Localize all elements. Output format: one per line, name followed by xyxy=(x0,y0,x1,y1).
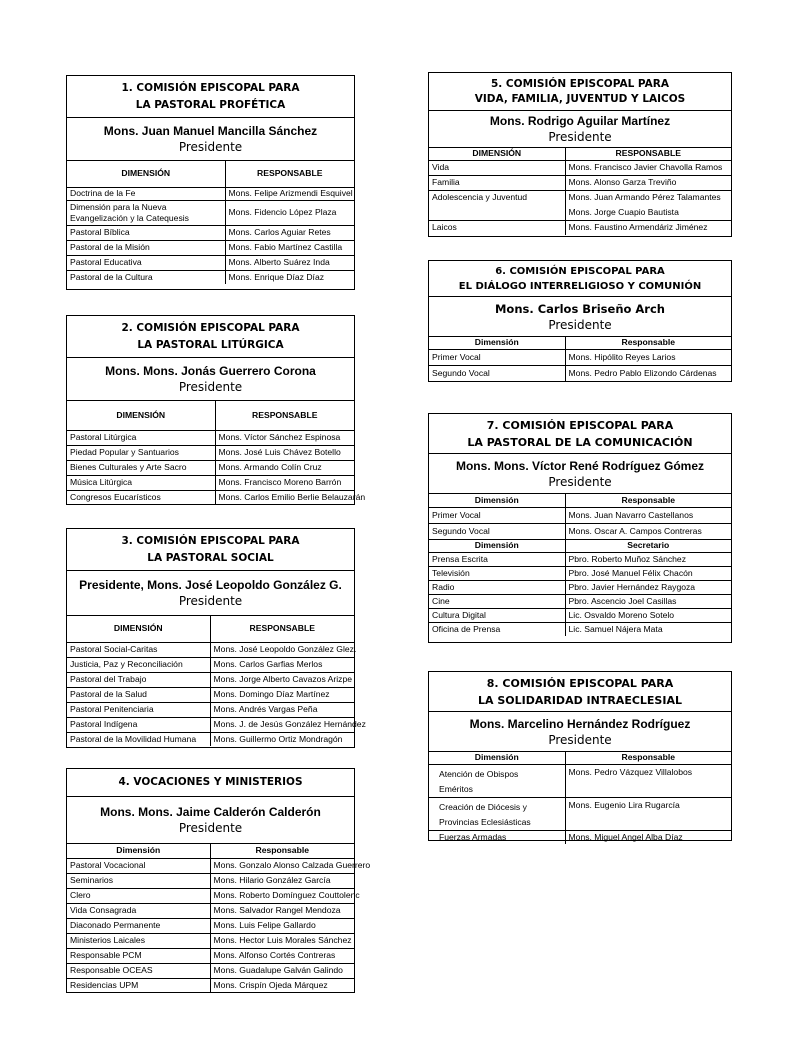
responsible-cell: Mons. Fidencio López Plaza xyxy=(225,200,354,225)
commission-title xyxy=(67,76,354,118)
president-role: Presidente xyxy=(178,821,243,835)
column-header-responsible: RESPONSABLE xyxy=(225,161,354,187)
commission-title-line2: LA PASTORAL PROFÉTICA xyxy=(135,98,286,111)
dimension-cell: Responsable OCEAS xyxy=(67,963,210,978)
dimension-cell: Diaconado Permanente xyxy=(67,918,210,933)
responsible-cell: Mons. Andrés Vargas Peña xyxy=(210,702,354,717)
commission-1-box xyxy=(66,75,355,290)
president-block xyxy=(429,712,731,752)
commission-title-line1: 2. COMISIÓN EPISCOPAL PARA xyxy=(121,321,300,334)
responsible-cell: Mons. Fabio Martínez Castilla xyxy=(225,240,354,255)
table-row xyxy=(67,918,354,933)
dimension-table xyxy=(67,844,371,992)
commission-title-line2: LA SOLIDARIDAD INTRAECLESIAL xyxy=(478,693,682,707)
dimension-cell: Música Litúrgica xyxy=(67,475,215,490)
dimension-cell: Pastoral Social-Caritas xyxy=(67,642,210,657)
table-row xyxy=(67,858,354,873)
dimension-cell: Atención de Obispos Eméritos xyxy=(429,764,565,797)
president-name: Mons. Juan Manuel Mancilla Sánchez xyxy=(103,124,318,138)
responsible-cell: Mons. Pedro Vázquez Villalobos xyxy=(565,764,731,797)
dimension-cell: Dimensión para la Nueva Evangelización y la Catequesis xyxy=(67,200,225,225)
table-row xyxy=(429,622,731,636)
table-row xyxy=(67,933,354,948)
dimension-table xyxy=(67,616,366,746)
commission-title-line1: 1. COMISIÓN EPISCOPAL PARA xyxy=(121,81,300,94)
dimension-cell: Piedad Popular y Santuarios xyxy=(67,445,215,460)
dimension-cell: Congresos Eucarísticos xyxy=(67,490,215,504)
column-header-responsible: RESPONSABLE xyxy=(210,616,354,642)
dimension-cell: Primer Vocal xyxy=(429,349,565,365)
commission-title-line1: 4. VOCACIONES Y MINISTERIOS xyxy=(118,776,303,788)
table-row xyxy=(429,160,731,175)
commission-title-line1: 5. COMISIÓN EPISCOPAL PARA xyxy=(490,77,670,90)
dimension-cell: Oficina de Prensa xyxy=(429,622,565,636)
table-row xyxy=(67,270,354,284)
commission-title xyxy=(429,261,731,297)
commission-title xyxy=(429,414,731,454)
table-row xyxy=(67,873,354,888)
responsible-cell: Mons. Alonso Garza Treviño xyxy=(565,175,731,190)
commission-7-box xyxy=(428,413,732,643)
secretary-cell: Pbro. Ascencio Joel Casillas xyxy=(565,594,731,608)
table-row xyxy=(429,594,731,608)
secretary-cell: Lic. Osvaldo Moreno Sotelo xyxy=(565,608,731,622)
dimension-cell: Radio xyxy=(429,580,565,594)
table-row xyxy=(67,255,354,270)
dimension-cell: Vida Consagrada xyxy=(67,903,210,918)
president-role: Presidente xyxy=(548,732,612,747)
column-header-dimension: Dimensión xyxy=(429,752,565,764)
commission-title-line1: 8. COMISIÓN EPISCOPAL PARA xyxy=(486,676,674,690)
responsible-cell: Mons. Juan Armando Pérez Talamantes xyxy=(565,190,731,205)
responsible-cell: Mons. Miguel Angel Alba Díaz xyxy=(565,830,731,844)
column-header-responsible: Responsable xyxy=(210,844,354,858)
dimension-cell: Pastoral de la Misión xyxy=(67,240,225,255)
column-header-secretary: Secretario xyxy=(565,539,731,552)
commission-title-line1: 6. COMISIÓN EPISCOPAL PARA xyxy=(495,265,665,277)
dimension-cell: Primer Vocal xyxy=(429,507,565,523)
commission-title xyxy=(429,73,731,111)
responsible-cell: Mons. José Leopoldo González Glez. xyxy=(210,642,354,657)
table-row xyxy=(429,797,731,830)
table-row xyxy=(429,523,731,539)
president-name: Mons. Marcelino Hernández Rodríguez xyxy=(469,716,691,731)
commission-title xyxy=(67,316,354,358)
responsible-cell: Mons. Crispín Ojeda Márquez xyxy=(210,978,354,992)
table-row xyxy=(67,903,354,918)
secretary-cell: Lic. Samuel Nájera Mata xyxy=(565,622,731,636)
table-row xyxy=(67,948,354,963)
dimension-cell: Segundo Vocal xyxy=(429,523,565,539)
column-header-responsible: Responsable xyxy=(565,337,731,349)
table-row xyxy=(67,687,354,702)
responsible-cell: Mons. Francisco Moreno Barrón xyxy=(215,475,354,490)
dimension-cell: Responsable PCM xyxy=(67,948,210,963)
responsible-cell: Mons. Jorge Cuapio Bautista xyxy=(565,205,731,220)
responsible-cell: Mons. Hector Luis Morales Sánchez xyxy=(210,933,354,948)
responsible-cell: Mons. Guadalupe Galván Galindo xyxy=(210,963,354,978)
dimension-cell: Pastoral de la Movilidad Humana xyxy=(67,732,210,746)
column-header-dimension: DIMENSIÓN xyxy=(67,401,215,430)
commission-title xyxy=(67,769,354,797)
table-row xyxy=(67,732,354,746)
table-row xyxy=(429,580,731,594)
dimension-cell: Familia xyxy=(429,175,565,190)
table-row xyxy=(429,220,731,235)
commission-5-box xyxy=(428,72,732,237)
dimension-cell xyxy=(429,205,565,220)
dimension-table xyxy=(429,494,731,636)
commission-8-box xyxy=(428,671,732,841)
responsible-cell: Mons. Juan Navarro Castellanos xyxy=(565,507,731,523)
dimension-cell: Pastoral Penitenciaria xyxy=(67,702,210,717)
table-row xyxy=(429,507,731,523)
dimension-cell: Laicos xyxy=(429,220,565,235)
dimension-table xyxy=(67,161,354,284)
table-row xyxy=(67,642,354,657)
commission-title-line1: 7. COMISIÓN EPISCOPAL PARA xyxy=(486,418,674,432)
dimension-cell: Pastoral Indígena xyxy=(67,717,210,732)
dimension-cell: Prensa Escrita xyxy=(429,552,565,566)
dimension-cell: Adolescencia y Juventud xyxy=(429,190,565,205)
dimension-cell: Vida xyxy=(429,160,565,175)
president-block xyxy=(67,797,354,844)
dimension-table xyxy=(67,401,366,504)
table-row xyxy=(67,187,354,200)
responsible-cell: Mons. Francisco Javier Chavolla Ramos xyxy=(565,160,731,175)
column-header-dimension: Dimensión xyxy=(429,494,565,507)
dimension-cell: Doctrina de la Fe xyxy=(67,187,225,200)
column-header-dimension: Dimensión xyxy=(67,844,210,858)
column-header-responsible: RESPONSABLE xyxy=(215,401,354,430)
dimension-cell: Residencias UPM xyxy=(67,978,210,992)
president-name: Mons. Carlos Briseño Arch xyxy=(494,301,665,316)
dimension-cell: Ministerios Laicales xyxy=(67,933,210,948)
dimension-cell: Creación de Diócesis y Provincias Eclesiásticas xyxy=(429,797,565,830)
dimension-cell: Justicia, Paz y Reconciliación xyxy=(67,657,210,672)
dimension-cell: Pastoral Litúrgica xyxy=(67,430,215,445)
responsible-cell: Mons. Alberto Suárez Inda xyxy=(225,255,354,270)
secretary-cell: Pbro. Javier Hernández Raygoza xyxy=(565,580,731,594)
dimension-cell: Seminarios xyxy=(67,873,210,888)
dimension-table xyxy=(429,752,731,844)
dimension-cell: Cine xyxy=(429,594,565,608)
table-row xyxy=(67,657,354,672)
column-header-responsible: RESPONSABLE xyxy=(565,148,731,160)
secretary-cell: Pbro. José Manuel Félix Chacón xyxy=(565,566,731,580)
responsible-cell: Mons. Jorge Alberto Cavazos Arizpe xyxy=(210,672,354,687)
responsible-cell: Mons. Salvador Rangel Mendoza xyxy=(210,903,354,918)
president-role: Presidente xyxy=(548,317,612,332)
responsible-cell: Mons. Faustino Armendáriz Jiménez xyxy=(565,220,731,235)
dimension-cell: Clero xyxy=(67,888,210,903)
dimension-cell: Pastoral Bíblica xyxy=(67,225,225,240)
table-row xyxy=(67,888,354,903)
commission-title-line2: LA PASTORAL DE LA COMUNICACIÓN xyxy=(467,435,693,449)
column-header-dimension: Dimensión xyxy=(429,539,565,552)
president-name: Mons. Mons. Jaime Calderón Calderón xyxy=(100,805,321,819)
table-row xyxy=(67,672,354,687)
table-row xyxy=(67,702,354,717)
column-header-dimension: DIMENSIÓN xyxy=(67,161,225,187)
commission-4-box xyxy=(66,768,371,993)
dimension-cell: Pastoral de la Salud xyxy=(67,687,210,702)
president-role: Presidente xyxy=(548,130,612,144)
president-role: Presidente xyxy=(178,140,243,154)
dimension-cell: Pastoral Vocacional xyxy=(67,858,210,873)
commission-2-box xyxy=(66,315,366,505)
table-row xyxy=(429,830,731,844)
responsible-cell: Mons. Hilario González García xyxy=(210,873,354,888)
responsible-cell: Mons. Hipólito Reyes Larios xyxy=(565,349,731,365)
president-role: Presidente xyxy=(548,474,612,489)
commission-3-box xyxy=(66,528,366,748)
table-row xyxy=(67,225,354,240)
commission-title-line2: LA PASTORAL SOCIAL xyxy=(147,551,274,564)
dimension-cell: Bienes Culturales y Arte Sacro xyxy=(67,460,215,475)
responsible-cell: Mons. Domingo Díaz Martínez xyxy=(210,687,354,702)
column-header-dimension: DIMENSIÓN xyxy=(429,148,565,160)
table-row xyxy=(429,566,731,580)
responsible-cell: Mons. Carlos Garfias Merlos xyxy=(210,657,354,672)
column-header-dimension: Dimensión xyxy=(429,337,565,349)
president-block xyxy=(429,454,731,494)
commission-title-line2: LA PASTORAL LITÚRGICA xyxy=(137,338,284,351)
responsible-cell: Mons. Luis Felipe Gallardo xyxy=(210,918,354,933)
president-block xyxy=(67,358,354,401)
table-row xyxy=(429,190,731,205)
dimension-table xyxy=(429,337,731,381)
dimension-cell: Pastoral Educativa xyxy=(67,255,225,270)
dimension-cell: Fuerzas Armadas xyxy=(429,830,565,844)
commission-title-line1: 3. COMISIÓN EPISCOPAL PARA xyxy=(121,534,300,547)
responsible-cell: Mons. Carlos Emilio Berlie Belauzarán xyxy=(215,490,354,504)
responsible-cell: Mons. J. de Jesús González Hernández xyxy=(210,717,354,732)
table-row xyxy=(67,460,354,475)
table-row xyxy=(67,978,354,992)
commission-title xyxy=(429,672,731,712)
table-row xyxy=(429,365,731,381)
table-row xyxy=(67,445,354,460)
responsible-cell: Mons. Guillermo Ortiz Mondragón xyxy=(210,732,354,746)
commission-6-box xyxy=(428,260,732,382)
table-row xyxy=(429,764,731,797)
responsible-cell: Mons. Oscar A. Campos Contreras xyxy=(565,523,731,539)
table-row xyxy=(67,490,354,504)
table-row xyxy=(429,205,731,220)
table-row xyxy=(429,349,731,365)
responsible-cell: Mons. José Luis Chávez Botello xyxy=(215,445,354,460)
dimension-cell: Segundo Vocal xyxy=(429,365,565,381)
table-row xyxy=(67,240,354,255)
president-name: Mons. Rodrigo Aguilar Martínez xyxy=(489,114,671,128)
responsible-cell: Mons. Roberto Domínguez Couttolenc xyxy=(210,888,354,903)
commission-title-line2: VIDA, FAMILIA, JUVENTUD Y LAICOS xyxy=(474,92,686,105)
table-row xyxy=(67,475,354,490)
table-row xyxy=(67,963,354,978)
responsible-cell: Mons. Pedro Pablo Elizondo Cárdenas xyxy=(565,365,731,381)
table-row xyxy=(429,608,731,622)
commission-title xyxy=(67,529,354,571)
president-role: Presidente xyxy=(178,380,243,394)
president-name: Presidente, Mons. José Leopoldo González G. xyxy=(79,578,342,592)
column-header-dimension: DIMENSIÓN xyxy=(67,616,210,642)
president-block xyxy=(67,118,354,161)
column-header-responsible: Responsable xyxy=(565,752,731,764)
responsible-cell: Mons. Enrique Díaz Díaz xyxy=(225,270,354,284)
president-name: Mons. Mons. Jonás Guerrero Corona xyxy=(105,364,316,378)
dimension-cell: Televisión xyxy=(429,566,565,580)
table-row xyxy=(429,552,731,566)
responsible-cell: Mons. Eugenio Lira Rugarcía xyxy=(565,797,731,830)
dimension-cell: Cultura Digital xyxy=(429,608,565,622)
secretary-cell: Pbro. Roberto Muñoz Sánchez xyxy=(565,552,731,566)
table-row xyxy=(429,175,731,190)
responsible-cell: Mons. Alfonso Cortés Contreras xyxy=(210,948,354,963)
table-row xyxy=(67,430,354,445)
table-row xyxy=(67,200,354,225)
president-role: Presidente xyxy=(178,594,243,608)
dimension-cell: Pastoral de la Cultura xyxy=(67,270,225,284)
president-block xyxy=(67,571,354,616)
president-name: Mons. Mons. Víctor René Rodríguez Gómez xyxy=(455,458,705,473)
responsible-cell: Mons. Gonzalo Alonso Calzada Guerrero xyxy=(210,858,354,873)
responsible-cell: Mons. Víctor Sánchez Espinosa xyxy=(215,430,354,445)
table-row xyxy=(67,717,354,732)
column-header-responsible: Responsable xyxy=(565,494,731,507)
responsible-cell: Mons. Felipe Arizmendi Esquivel xyxy=(225,187,354,200)
responsible-cell: Mons. Carlos Aguiar Retes xyxy=(225,225,354,240)
commission-title-line2: EL DIÁLOGO INTERRELIGIOSO Y COMUNIÓN xyxy=(458,280,702,292)
dimension-table xyxy=(429,148,731,235)
dimension-cell: Pastoral del Trabajo xyxy=(67,672,210,687)
responsible-cell: Mons. Armando Colín Cruz xyxy=(215,460,354,475)
president-block xyxy=(429,111,731,148)
president-block xyxy=(429,297,731,337)
